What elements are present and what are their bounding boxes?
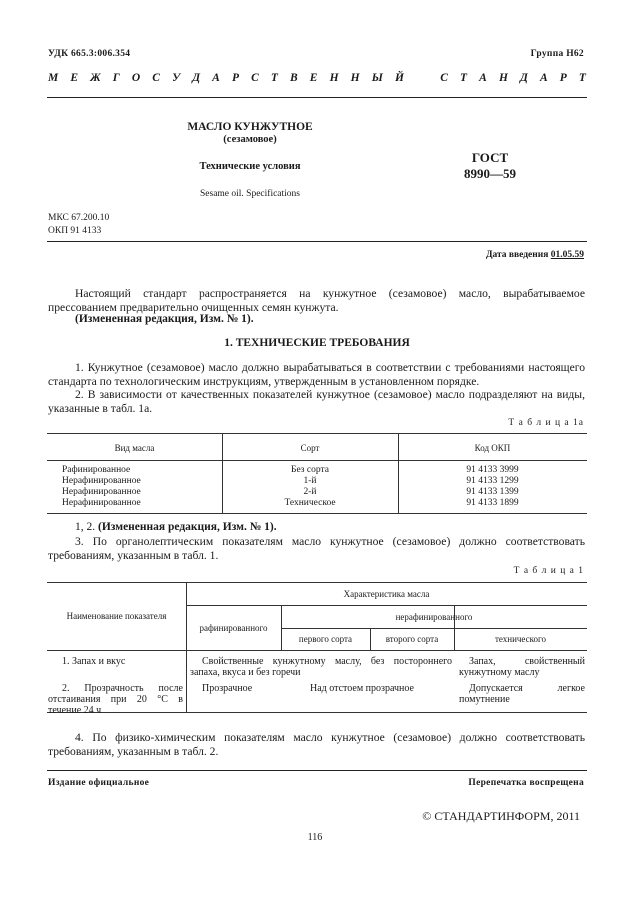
gost-number: 8990—59	[464, 166, 516, 181]
banner-letter: Р	[231, 72, 239, 84]
amendment-prefix: 1, 2.	[75, 521, 96, 533]
banner-letter: А	[479, 72, 487, 84]
section-heading: 1. ТЕХНИЧЕСКИЕ ТРЕБОВАНИЯ	[224, 337, 410, 349]
gost-label: ГОСТ	[471, 150, 509, 165]
table-1-row-value: Свойственные кунжутному маслу, без постороннего запаха, вкуса и без горечи	[190, 656, 452, 678]
footer-reprint: Перепечатка воспрещена	[468, 778, 584, 788]
table-1-caption: Т а б л и ц а 1	[513, 566, 584, 576]
banner-letter: Н	[350, 72, 360, 84]
amendment-line	[75, 521, 277, 533]
table-1a-top-rule	[47, 433, 587, 434]
udk-code: УДК 665.3:006.354	[48, 49, 131, 59]
banner-letter: М	[48, 72, 59, 84]
table-1-row-name: 1. Запах и вкус	[62, 656, 126, 667]
banner-letter: Д	[192, 72, 201, 84]
table-1-row-value: Прозрачное	[202, 683, 253, 694]
intro-date-value: 01.05.59	[550, 250, 584, 260]
table-1a-cell: 1-й	[303, 476, 317, 486]
banner-letter: Н	[329, 72, 339, 84]
table-1-header-unrefined: нерафинированного	[395, 612, 473, 622]
standard-banner	[48, 72, 586, 88]
banner-letter: Е	[70, 72, 79, 84]
footer-official: Издание официальное	[48, 778, 150, 788]
table-1-row-name: 2. Прозрачность после отстаивания при 20 °С в течение 24 ч	[48, 683, 183, 716]
okp-code: ОКП 91 4133	[48, 226, 102, 236]
english-title: Sesame oil. Specifications	[200, 189, 300, 199]
banner-letter: В	[290, 72, 298, 84]
intro-date-label: Дата введения	[485, 250, 549, 260]
section-paragraph-2: 2. В зависимости от качественных показателей кунжутное (сезамовое) масло подразделяют на виды, указанные в табл. 1а.	[48, 388, 585, 415]
table-1-row-value: Допускается легкое помутнение	[459, 683, 585, 705]
section-paragraph-1: 1. Кунжутное (сезамовое) масло должно вырабатываться в соответствии с требованиями настоящего стандарта по технологическим инструкциям, утвержденным в установленном порядке.	[48, 361, 585, 388]
banner-rule	[47, 97, 587, 98]
banner-letter: Й	[394, 72, 404, 84]
banner-letter: Е	[309, 72, 318, 84]
banner-letter: У	[172, 72, 181, 84]
intro-amendment: (Измененная редакция, Изм. № 1).	[75, 313, 254, 325]
table-1a-cell: Рафинированное	[62, 465, 131, 475]
page-number: 116	[307, 832, 323, 843]
copyright: © СТАНДАРТИНФОРМ, 2011	[422, 809, 580, 823]
table-1-header-second-grade: второго сорта	[385, 634, 439, 644]
group-code: Группа Н62	[530, 49, 584, 59]
banner-letter: С	[440, 72, 448, 84]
banner-letter: Т	[270, 72, 278, 84]
product-title: МАСЛО КУНЖУТНОЕ	[187, 121, 313, 133]
section-paragraph-3: 3. По органолептическим показателям масло кунжутное (сезамовое) должно соответствовать требованиям, указанным в табл. 1.	[48, 535, 585, 562]
table-1a-cell: 91 4133 1399	[466, 487, 519, 497]
table-1a-cell: Техническое	[284, 498, 336, 508]
table-1-header-first-grade: первого сорта	[298, 634, 353, 644]
banner-letter: Т	[460, 72, 468, 84]
footer-rule	[47, 770, 587, 771]
table-1-header-technical: технического	[494, 634, 547, 644]
banner-letter: О	[131, 72, 141, 84]
banner-letter: Н	[498, 72, 508, 84]
table-1a-cell: 91 4133 3999	[466, 465, 519, 475]
mks-code: МКС 67.200.10	[48, 213, 110, 223]
banner-letter: С	[152, 72, 160, 84]
table-1a-cell: 2-й	[303, 487, 317, 497]
table-1-rule	[186, 605, 587, 606]
table-1-header-refined: рафинированного	[199, 623, 268, 633]
table-1-header-characteristic: Характеристика масла	[343, 589, 430, 599]
table-1-header-name: Наименование показателя	[66, 611, 167, 621]
banner-letter: Р	[559, 72, 567, 84]
table-1a-header: Код ОКП	[474, 443, 511, 453]
table-1a-header-rule	[47, 460, 587, 461]
table-1a-cell: 91 4133 1299	[466, 476, 519, 486]
codes-rule	[47, 241, 587, 242]
banner-letter: Ж	[90, 72, 101, 84]
table-1a-caption: Т а б л и ц а 1а	[508, 418, 584, 428]
table-1-divider	[186, 582, 187, 712]
table-1-header-rule	[47, 650, 587, 651]
intro-date	[486, 250, 584, 260]
section-paragraph-4: 4. По физико-химическим показателям масло кунжутное (сезамовое) должно соответствовать требованиям, указанным в табл. 2.	[48, 731, 585, 758]
table-1a-cell: Нерафинированное	[62, 487, 141, 497]
table-1-row-value: Запах, свойственный кунжутному маслу	[459, 656, 585, 678]
table-1-top-rule	[47, 582, 587, 583]
intro-paragraph: Настоящий стандарт распространяется на кунжутное (сезамовое) масло, вырабатываемое прессованием предварительно очищенных семян кунжута.	[48, 287, 585, 314]
amendment-text: (Измененная редакция, Изм. № 1).	[98, 521, 277, 533]
table-1a-cell: Нерафинированное	[62, 498, 141, 508]
banner-letter: А	[539, 72, 548, 84]
banner-letter: Г	[112, 72, 120, 84]
table-1-rule	[281, 628, 587, 629]
doc-subtitle: Технические условия	[199, 161, 301, 172]
table-1a-cell: Нерафинированное	[62, 476, 141, 486]
banner-letter: Т	[578, 72, 586, 84]
table-1-row-value: Над отстоем прозрачное	[310, 683, 414, 694]
product-subtitle: (сезамовое)	[223, 134, 277, 145]
table-1a-cell: 91 4133 1899	[466, 498, 519, 508]
banner-letter: С	[251, 72, 259, 84]
table-1a-bottom-rule	[47, 513, 587, 514]
table-1a-header: Сорт	[300, 443, 320, 453]
table-1a-header: Вид масла	[114, 443, 155, 453]
banner-letter: А	[212, 72, 220, 84]
banner-letter: Ы	[371, 72, 383, 84]
table-1a-cell: Без сорта	[291, 465, 329, 475]
banner-letter: Д	[520, 72, 528, 84]
